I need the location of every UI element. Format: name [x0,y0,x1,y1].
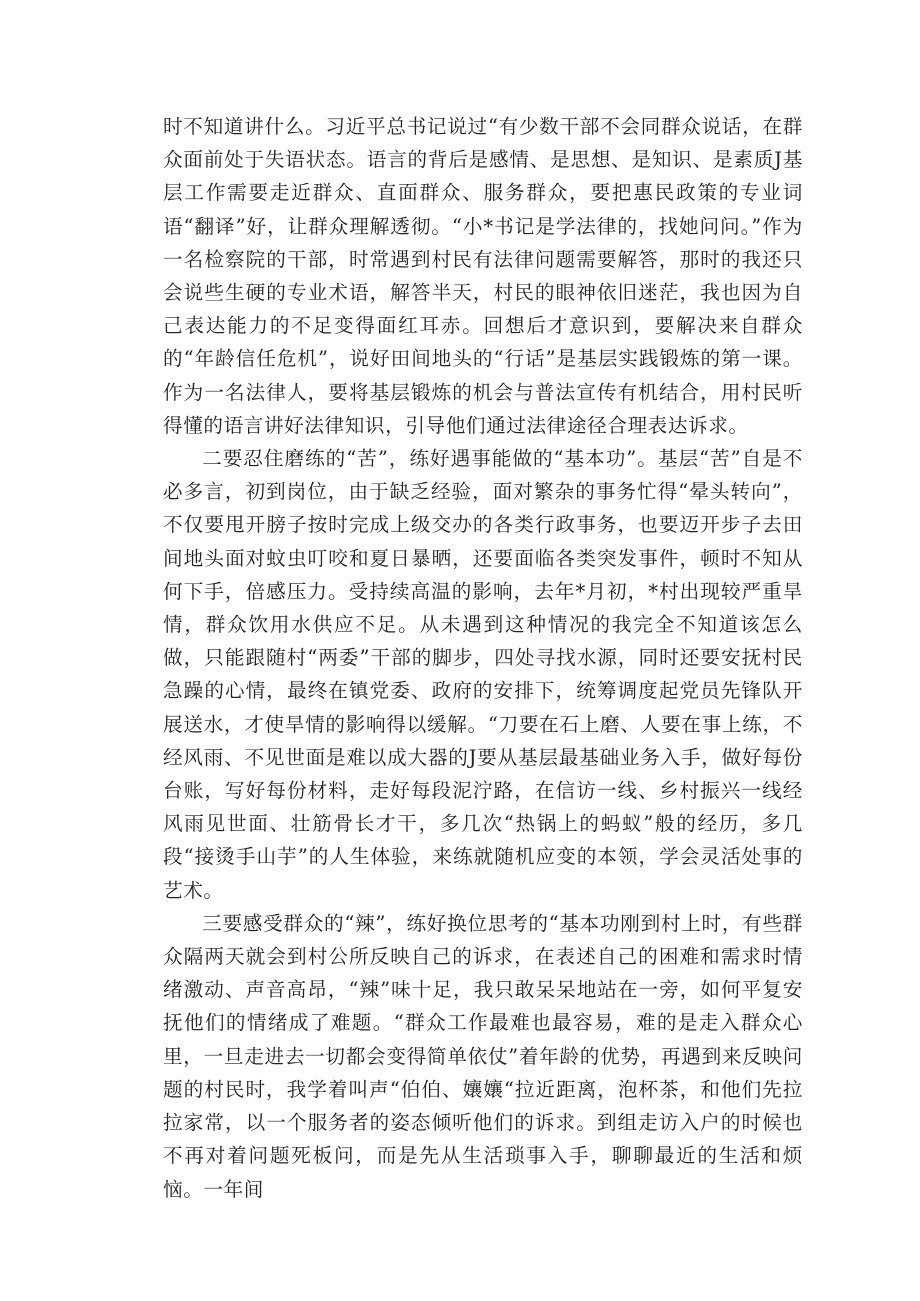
paragraph-continued: 时不知道讲什么。习近平总书记说过“有少数干部不会同群众说话，在群众面前处于失语状态。语言的背后是感情、是思想、是知识、是素质J基层工作需要走近群众、直面群众、服务群众，要把惠民政策的专业词语“翻译”好，让群众理解透彻。“小*书记是学法律的，找她问问。”作为一名检察院的干部，时常遇到村民有法律问题需要解答，那时的我还只会说些生硬的专业术语，解答半天，村民的眼神依旧迷茫，我也因为自己表达能力的不足变得面红耳赤。回想后才意识到，要解决来自群众的“年龄信任危机”，说好田间地头的“行话”是基层实践锻炼的第一课。作为一名法律人，要将基层锻炼的机会与普法宣传有机结合，用村民听得懂的语言讲好法律知识，引导他们通过法律途径合理表达诉求。 [163,115,803,437]
paragraph-empathy: 三要感受群众的“辣”，练好换位思考的“基本功刚到村上时，有些群众隔两天就会到村公所反映自己的诉求，在表述自己的困难和需求时情绪激动、声音高昂，“辣”味十足，我只敢呆呆地站在一旁，如何平复安抚他们的情绪成了难题。“群众工作最难也最容易，难的是走入群众心里，一旦走进去一切都会变得简单依仗”着年龄的优势，再遇到来反映问题的村民时，我学着叫声“伯伯、孃孃“拉近距离，泡杯茶，和他们先拉拉家常，以一个服务者的姿态倾听他们的诉求。到组走访入户的时候也不再对着问题死板问，而是先从生活琐事入手，聊聊最近的生活和烦恼。一年间 [163,911,803,1201]
paragraph-hardship: 二要忍住磨练的“苦”，练好遇事能做的“基本功”。基层“苦”自是不必多言，初到岗位，由于缺乏经验，面对繁杂的事务忙得“晕头转向”，不仅要甩开膀子按时完成上级交办的各类行政事务，也要迈开步子去田间地头面对蚊虫叮咬和夏日暴晒，还要面临各类突发事件，顿时不知从何下手，倍感压力。受持续高温的影响，去年*月初，*村出现较严重旱情，群众饮用水供应不足。从未遇到这种情况的我完全不知道该怎么做，只能跟随村“两委”干部的脚步，四处寻找水源，同时还要安抚村民急躁的心情，最终在镇党委、政府的安排下，统筹调度起党员先锋队开展送水，才使旱情的影响得以缓解。“刀要在石上磨、人要在事上练，不经风雨、不见世面是难以成大器的J要从基层最基础业务入手，做好每份台账，写好每份材料，走好每段泥泞路，在信访一线、乡村振兴一线经风雨见世面、壮筋骨长才干，多几次“热锅上的蚂蚁”般的经历，多几段“接烫手山芋”的人生体验，来练就随机应变的本领，学会灵活处事的艺术。 [163,447,803,902]
body-text [163,110,803,1206]
